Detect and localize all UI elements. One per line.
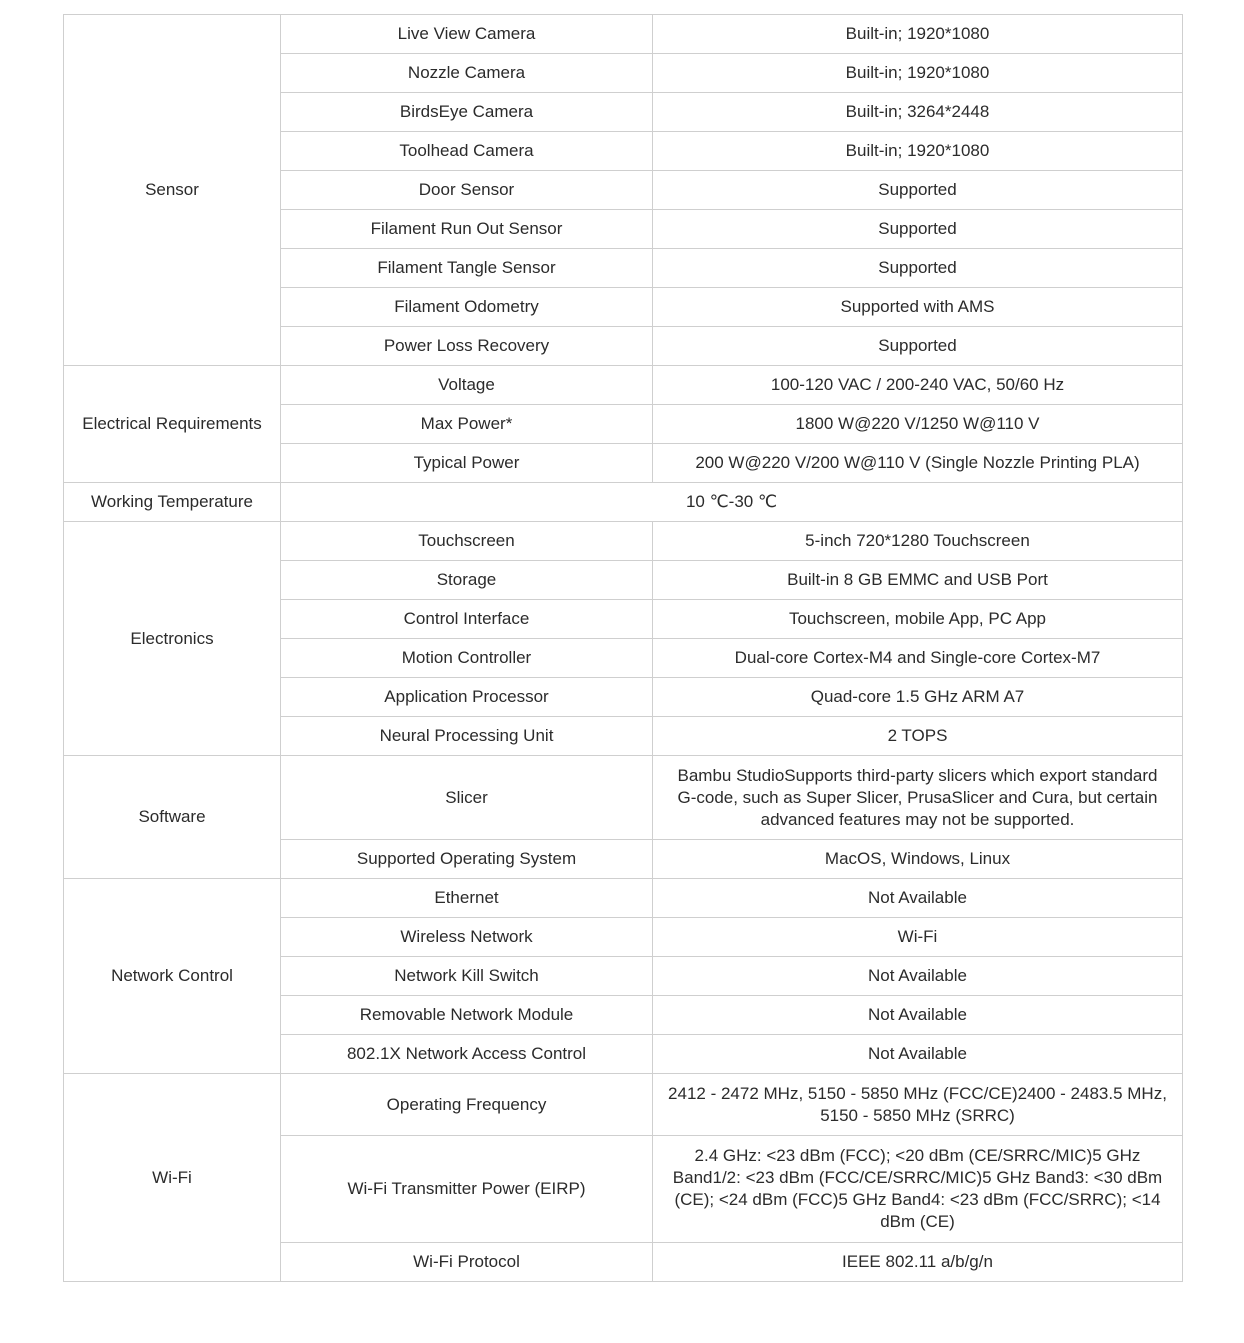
spec-value: MacOS, Windows, Linux xyxy=(653,840,1183,879)
spec-label: Wi-Fi Protocol xyxy=(281,1243,653,1282)
spec-label: Operating Frequency xyxy=(281,1074,653,1136)
spec-label: Max Power* xyxy=(281,405,653,444)
spec-value: 5-inch 720*1280 Touchscreen xyxy=(653,522,1183,561)
spec-value: 100-120 VAC / 200-240 VAC, 50/60 Hz xyxy=(653,366,1183,405)
group-software: Software xyxy=(64,756,281,879)
spec-label: Network Kill Switch xyxy=(281,957,653,996)
spec-label: Slicer xyxy=(281,756,653,840)
table-row xyxy=(64,483,1183,522)
spec-value: Not Available xyxy=(653,1035,1183,1074)
spec-label: Toolhead Camera xyxy=(281,132,653,171)
spec-value: Touchscreen, mobile App, PC App xyxy=(653,600,1183,639)
spec-value: Supported xyxy=(653,327,1183,366)
spec-label: Wireless Network xyxy=(281,918,653,957)
table-row xyxy=(64,879,1183,918)
spec-label: 802.1X Network Access Control xyxy=(281,1035,653,1074)
spec-value: Built-in; 3264*2448 xyxy=(653,93,1183,132)
spec-label: Door Sensor xyxy=(281,171,653,210)
spec-value: Dual-core Cortex-M4 and Single-core Cortex-M7 xyxy=(653,639,1183,678)
spec-value: IEEE 802.11 a/b/g/n xyxy=(653,1243,1183,1282)
spec-value: 2.4 GHz: <23 dBm (FCC); <20 dBm (CE/SRRC/MIC)5 GHz Band1/2: <23 dBm (FCC/CE/SRRC/MIC)5 GHz Band3: <30 dBm (CE); <24 dBm (FCC)5 GHz Band4: <23 dBm (FCC/SRRC); <14 dBm (CE) xyxy=(653,1136,1183,1243)
spec-label: Touchscreen xyxy=(281,522,653,561)
spec-value: Built-in; 1920*1080 xyxy=(653,15,1183,54)
spec-label: Wi-Fi Transmitter Power (EIRP) xyxy=(281,1136,653,1243)
spec-value: Supported xyxy=(653,210,1183,249)
table-row xyxy=(64,522,1183,561)
spec-label: Nozzle Camera xyxy=(281,54,653,93)
spec-value: Supported xyxy=(653,171,1183,210)
spec-label: Neural Processing Unit xyxy=(281,717,653,756)
spec-value: Built-in 8 GB EMMC and USB Port xyxy=(653,561,1183,600)
spec-label: Voltage xyxy=(281,366,653,405)
spec-value: 200 W@220 V/200 W@110 V (Single Nozzle Printing PLA) xyxy=(653,444,1183,483)
spec-label: Power Loss Recovery xyxy=(281,327,653,366)
table-row xyxy=(64,1074,1183,1136)
spec-value: 2 TOPS xyxy=(653,717,1183,756)
table-row xyxy=(64,15,1183,54)
spec-value: 10 ℃-30 ℃ xyxy=(281,483,1183,522)
spec-label: Motion Controller xyxy=(281,639,653,678)
group-electrical-requirements: Electrical Requirements xyxy=(64,366,281,483)
spec-value: Built-in; 1920*1080 xyxy=(653,54,1183,93)
spec-value: 2412 - 2472 MHz, 5150 - 5850 MHz (FCC/CE)2400 - 2483.5 MHz, 5150 - 5850 MHz (SRRC) xyxy=(653,1074,1183,1136)
spec-label: Application Processor xyxy=(281,678,653,717)
group-wi-fi: Wi-Fi xyxy=(64,1074,281,1282)
spec-value: 1800 W@220 V/1250 W@110 V xyxy=(653,405,1183,444)
spec-label: Removable Network Module xyxy=(281,996,653,1035)
spec-value: Wi-Fi xyxy=(653,918,1183,957)
spec-label: Live View Camera xyxy=(281,15,653,54)
spec-value: Supported with AMS xyxy=(653,288,1183,327)
spec-value: Quad-core 1.5 GHz ARM A7 xyxy=(653,678,1183,717)
spec-label: Typical Power xyxy=(281,444,653,483)
group-sensor: Sensor xyxy=(64,15,281,366)
spec-label: Control Interface xyxy=(281,600,653,639)
spec-label: Filament Odometry xyxy=(281,288,653,327)
spec-label: Filament Tangle Sensor xyxy=(281,249,653,288)
spec-value: Not Available xyxy=(653,879,1183,918)
spec-value: Not Available xyxy=(653,957,1183,996)
group-electronics: Electronics xyxy=(64,522,281,756)
group-working-temperature: Working Temperature xyxy=(64,483,281,522)
spec-value: Built-in; 1920*1080 xyxy=(653,132,1183,171)
spec-value: Not Available xyxy=(653,996,1183,1035)
spec-value: Bambu StudioSupports third-party slicers which export standard G-code, such as Super Slicer, PrusaSlicer and Cura, but certain advanced features may not be supported. xyxy=(653,756,1183,840)
spec-label: Filament Run Out Sensor xyxy=(281,210,653,249)
table-row xyxy=(64,756,1183,840)
spec-table xyxy=(63,14,1183,1282)
spec-label: BirdsEye Camera xyxy=(281,93,653,132)
table-row xyxy=(64,366,1183,405)
group-network-control: Network Control xyxy=(64,879,281,1074)
spec-label: Supported Operating System xyxy=(281,840,653,879)
spec-label: Ethernet xyxy=(281,879,653,918)
spec-label: Storage xyxy=(281,561,653,600)
spec-value: Supported xyxy=(653,249,1183,288)
